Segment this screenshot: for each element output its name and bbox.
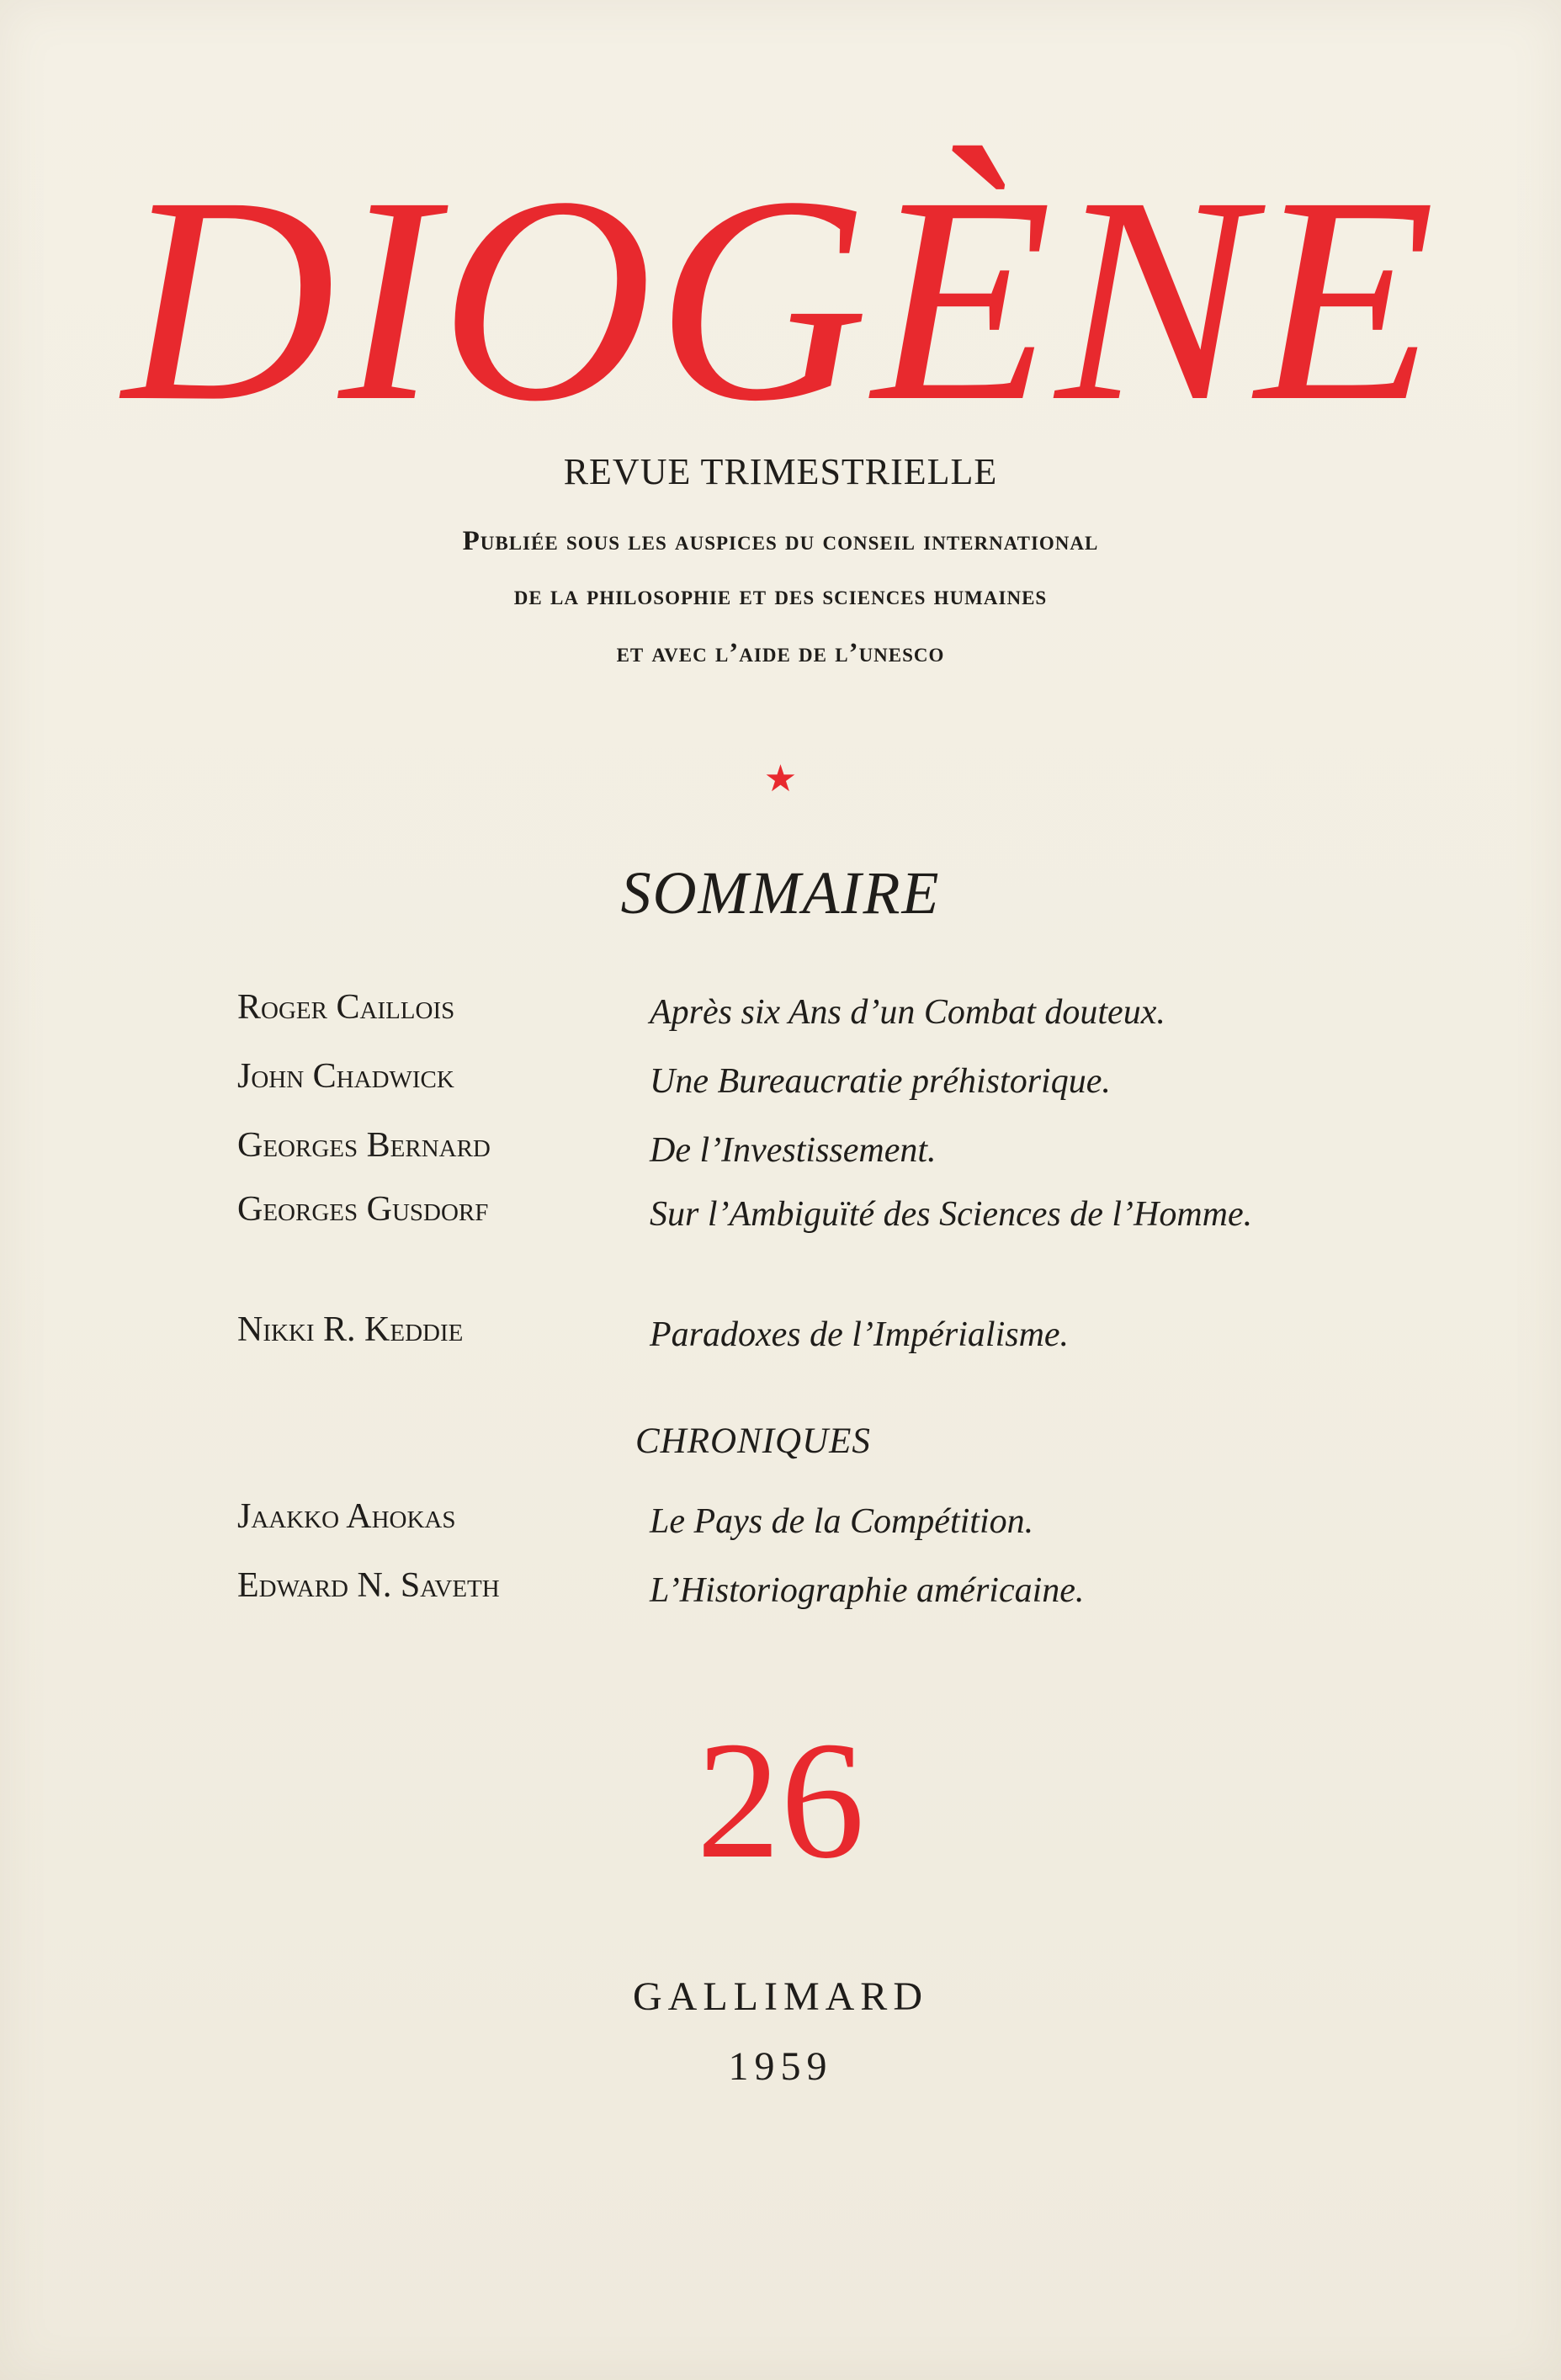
entry-author: Nikki R. Keddie [237,1310,464,1349]
journal-title: DIOGÈNE [122,135,1439,462]
star-icon: ★ [763,758,798,800]
publisher-name: GALLIMARD [633,1974,928,2019]
entry-author: John Chadwick [237,1057,454,1096]
issue-number: 26 [696,1708,865,1894]
entry-author: Georges Bernard [237,1126,491,1165]
chroniques-heading: CHRONIQUES [635,1421,871,1461]
sommaire-heading: SOMMAIRE [620,859,941,927]
journal-subtitle: REVUE TRIMESTRIELLE [563,451,998,492]
entry-title: De l’Investissement. [650,1131,937,1170]
entry-title: Après six Ans d’un Combat douteux. [650,993,1165,1032]
entry-title: Une Bureaucratie préhistorique. [650,1062,1111,1101]
entry-author: Georges Gusdorf [237,1190,489,1229]
entry-title: Paradoxes de l’Impérialisme. [650,1315,1070,1354]
publication-year: 1959 [728,2044,833,2089]
entry-author: Roger Caillois [237,988,455,1027]
entry-title: L’Historiographie américaine. [650,1571,1085,1610]
entry-author: Jaakko Ahokas [237,1497,456,1536]
entry-title: Sur l’Ambiguïté des Sciences de l’Homme. [650,1195,1253,1234]
entry-title: Le Pays de la Compétition. [650,1502,1034,1541]
publication-line: Publiée sous les auspices du conseil international [462,526,1099,556]
publication-line: de la philosophie et des sciences humaines [513,581,1048,611]
entry-author: Edward N. Saveth [237,1566,500,1605]
publication-line: et avec l’aide de l’unesco [616,638,945,668]
